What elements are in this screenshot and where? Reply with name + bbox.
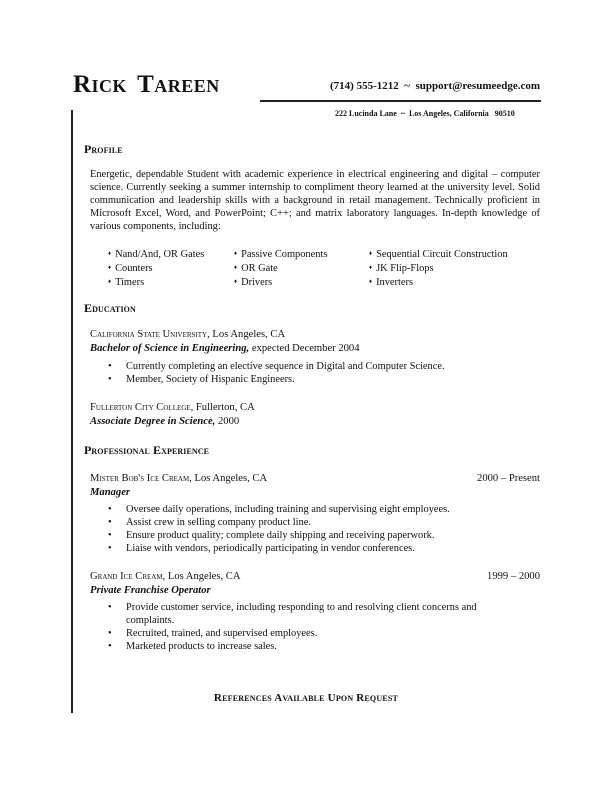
skill-item: ♦ Passive Components: [234, 248, 327, 262]
skills-column-1: [108, 248, 204, 290]
company-line: [90, 473, 267, 484]
school-name-line: [90, 329, 285, 340]
skill-item: ♦ Drivers: [234, 276, 327, 290]
degree-line: [90, 343, 360, 354]
list-item: • Assist crew in selling company product line.: [108, 517, 508, 530]
job-title: Manager: [90, 487, 131, 498]
last-name: Tareen: [137, 71, 220, 98]
school-location: , Fullerton, CA: [190, 402, 255, 413]
education-bullets: [108, 361, 508, 387]
section-heading-education: Education: [84, 301, 136, 315]
address-line: 222 Lucinda Lane ~ Los Angeles, California 90510: [335, 109, 515, 118]
list-item: • Marketed products to increase sales.: [108, 641, 508, 654]
job-dates: 1999 – 2000: [487, 571, 540, 582]
company-location: , Los Angeles, CA: [189, 473, 268, 484]
section-heading-profile: Profile: [84, 142, 123, 156]
degree-title: Bachelor of Science in Engineering,: [90, 343, 250, 354]
skill-item: ♦ JK Flip-Flops: [369, 262, 508, 276]
degree-title: Associate Degree in Science,: [90, 416, 216, 427]
first-name: Rick: [73, 71, 128, 98]
left-margin-rule: [71, 110, 73, 713]
candidate-name: [73, 72, 220, 97]
skill-item: ♦ Nand/And, OR Gates: [108, 248, 204, 262]
profile-summary: Energetic, dependable Student with academic experience in electrical engineering and digital – computer science. Currently seeking a summer internship to compliment theory learned at the university level. Solid communication and leadership skills with a background in retail management. Technically proficient in Microsoft Excel, Word, and PowerPoint; C++; and matrix laboratory languages. In-depth knowledge of various components, including:: [90, 169, 540, 232]
skills-column-3: [369, 248, 508, 290]
list-item: • Currently completing an elective sequence in Digital and Computer Science.: [108, 361, 508, 374]
section-heading-experience: Professional Experience: [84, 443, 210, 457]
company-location: , Los Angeles, CA: [162, 571, 241, 582]
skill-item: ♦ OR Gate: [234, 262, 327, 276]
company-line: [90, 571, 241, 582]
skill-item: ♦ Timers: [108, 276, 204, 290]
list-item: • Liaise with vendors, periodically participating in vendor conferences.: [108, 543, 508, 556]
references-note: References Available Upon Request: [213, 692, 399, 704]
school-name: Fullerton City College: [90, 402, 191, 413]
list-item: • Member, Society of Hispanic Engineers.: [108, 374, 508, 387]
company-name: Grand Ice Cream: [90, 571, 163, 582]
list-item: • Recruited, trained, and supervised employees.: [108, 628, 508, 641]
school-name: California State University: [90, 329, 208, 340]
list-item: • Provide customer service, including responding to and resolving client concerns and complaints.: [108, 602, 508, 628]
job-title: Private Franchise Operator: [90, 585, 211, 596]
list-item: • Ensure product quality; complete daily shipping and receiving paperwork.: [108, 530, 508, 543]
company-name: Mister Bob's Ice Cream: [90, 473, 190, 484]
school-name-line: [90, 402, 255, 413]
contact-line: (714) 555-1212 ~ support@resumeedge.com: [330, 80, 541, 92]
skill-item: ♦ Sequential Circuit Construction: [369, 248, 508, 262]
list-item: • Oversee daily operations, including training and supervising eight employees.: [108, 504, 508, 517]
job-bullets: [108, 504, 508, 556]
skill-item: ♦ Counters: [108, 262, 204, 276]
degree-line: [90, 416, 239, 427]
skill-item: ♦ Inverters: [369, 276, 508, 290]
job-bullets: [108, 602, 508, 654]
degree-detail: expected December 2004: [249, 343, 360, 354]
degree-detail: 2000: [215, 416, 240, 427]
skills-column-2: [234, 248, 327, 290]
school-location: , Los Angeles, CA: [207, 329, 286, 340]
job-dates: 2000 – Present: [477, 473, 540, 484]
header-divider: [260, 100, 541, 102]
